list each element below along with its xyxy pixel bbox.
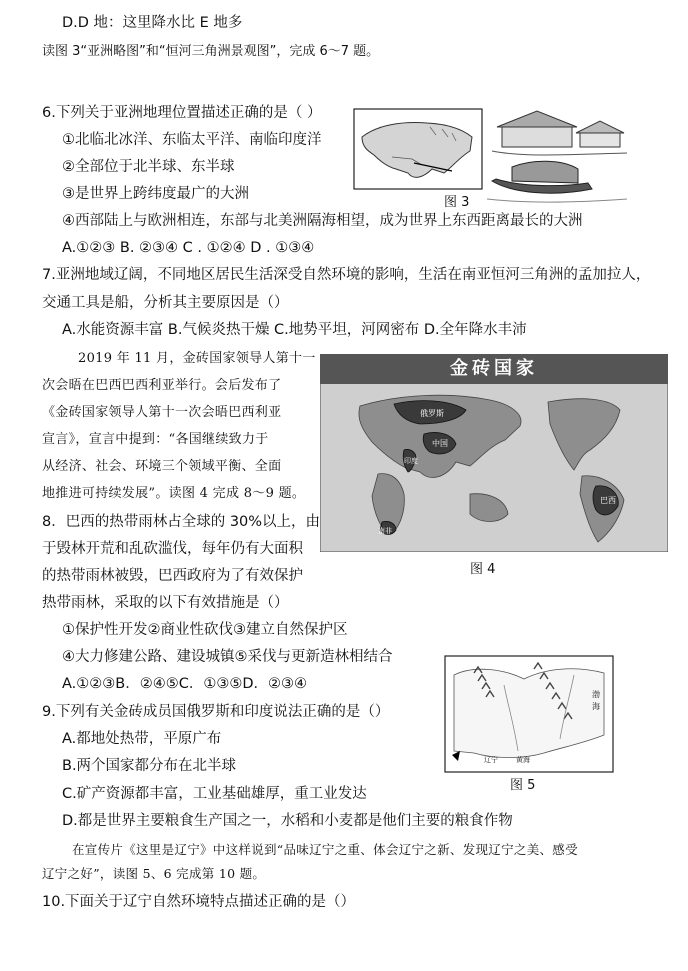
- q6-options: A.①②③ B. ②③④ C . ①②④ D . ①③④: [62, 240, 315, 256]
- q6-statement-3: ③是世界上跨纬度最广的大洲: [62, 186, 249, 202]
- label-india: 印度: [404, 457, 418, 465]
- q8-statements-a: ①保护性开发②商业性砍伐③建立自然保护区: [62, 622, 348, 638]
- brics-passage-5: 从经济、社会、环境三个领域平衡、全面: [42, 459, 282, 474]
- label-russia: 俄罗斯: [420, 409, 444, 418]
- label-china: 中国: [432, 439, 448, 448]
- figure-3-caption: 图 3: [444, 195, 470, 210]
- label-south-africa: 南非: [378, 527, 392, 535]
- question-8-stem-a: 8．巴西的热带雨林占全球的 30%以上，由: [42, 514, 321, 530]
- question-8-stem-c: 的热带雨林被毁，巴西政府为了有效保护: [42, 568, 303, 584]
- q9-option-c: C.矿产资源都丰富，工业基础雄厚，重工业发达: [62, 786, 367, 802]
- question-7-stem-a: 7.亚洲地域辽阔，不同地区居民生活深受自然环境的影响，生活在南亚恒河三角洲的孟加拉人，: [42, 267, 651, 283]
- q8-options: A.①②③B．②④⑤C．①③⑤D．②③④: [62, 676, 307, 692]
- brics-passage-6: 地推进可持续发展”。读图 4 完成 8～9 题。: [42, 486, 306, 501]
- fig5-label-2: 海: [592, 702, 600, 711]
- question-10-stem: 10.下面关于辽宁自然环境特点描述正确的是（）: [42, 894, 356, 910]
- brics-passage-1: 2019 年 11 月，金砖国家领导人第十一: [78, 351, 316, 366]
- q6-statement-1: ①北临北冰洋、东临太平洋、南临印度洋: [62, 132, 322, 148]
- question-7-stem-b: 交通工具是船，分析其主要原因是（）: [42, 295, 289, 311]
- brics-passage-2: 次会晤在巴西巴西利亚举行。会后发布了: [42, 378, 282, 393]
- question-6-stem: 6.下列关于亚洲地理位置描述正确的是（ ）: [42, 105, 322, 121]
- q6-statement-2: ②全部位于北半球、东半球: [62, 159, 235, 175]
- read-figure3-instruction: 读图 3“亚洲略图”和“恒河三角洲景观图”，完成 6～7 题。: [42, 44, 380, 59]
- figure-5: [444, 655, 614, 793]
- boat-scene: [487, 161, 627, 202]
- question-8-stem-b: 于毁林开荒和乱砍滥伐，每年仍有大面积: [42, 541, 303, 557]
- figure-4-caption: 图 4: [470, 562, 496, 577]
- fig5-label-4: 黄海: [516, 756, 530, 764]
- brics-passage-3: 《金砖国家领导人第十一次会晤巴西利亚: [42, 405, 282, 420]
- q9-option-d: D.都是世界主要粮食生产国之一，水稻和小麦都是他们主要的粮食作物: [62, 813, 513, 829]
- option-d-line: D.D 地：这里降水比 E 地多: [62, 15, 243, 31]
- figure-3-drawing: [352, 107, 632, 207]
- q8-statements-b: ④大力修建公路、建设城镇⑤采伐与更新造林相结合: [62, 649, 393, 665]
- q9-option-a: A.都地处热带，平原广布: [62, 731, 222, 747]
- figure-4: [320, 354, 668, 577]
- label-brazil: 巴西: [600, 496, 616, 505]
- question-8-stem-d: 热带雨林，采取的以下有效措施是（）: [42, 595, 289, 611]
- fig5-label-1: 渤: [592, 690, 600, 699]
- q10-intro-b: 辽宁之好”，读图 5、6 完成第 10 题。: [42, 866, 266, 881]
- fig5-label-3: 辽宁: [484, 756, 498, 764]
- q10-intro-a: 在宣传片《这里是辽宁》中这样说到“品味辽宁之重、体会辽宁之新、发现辽宁之美、感受: [72, 842, 578, 857]
- brics-passage-4: 宣言》，宣言中提到：“各国继续致力于: [42, 432, 269, 447]
- question-9-stem: 9.下列有关金砖成员国俄罗斯和印度说法正确的是（）: [42, 704, 390, 720]
- q9-option-b: B.两个国家都分布在北半球: [62, 758, 237, 774]
- q6-statement-4: ④西部陆上与欧洲相连，东部与北美洲隔海相望，成为世界上东西距离最长的大洲: [62, 213, 583, 229]
- house-scene: [492, 111, 627, 155]
- figure-3: [352, 107, 632, 210]
- figure-4-map: [320, 354, 668, 552]
- q7-options: A.水能资源丰富 B.气候炎热干燥 C.地势平坦，河网密布 D.全年降水丰沛: [62, 322, 527, 338]
- figure-4-banner: 金砖国家: [450, 358, 538, 379]
- figure-5-caption: 图 5: [510, 778, 536, 793]
